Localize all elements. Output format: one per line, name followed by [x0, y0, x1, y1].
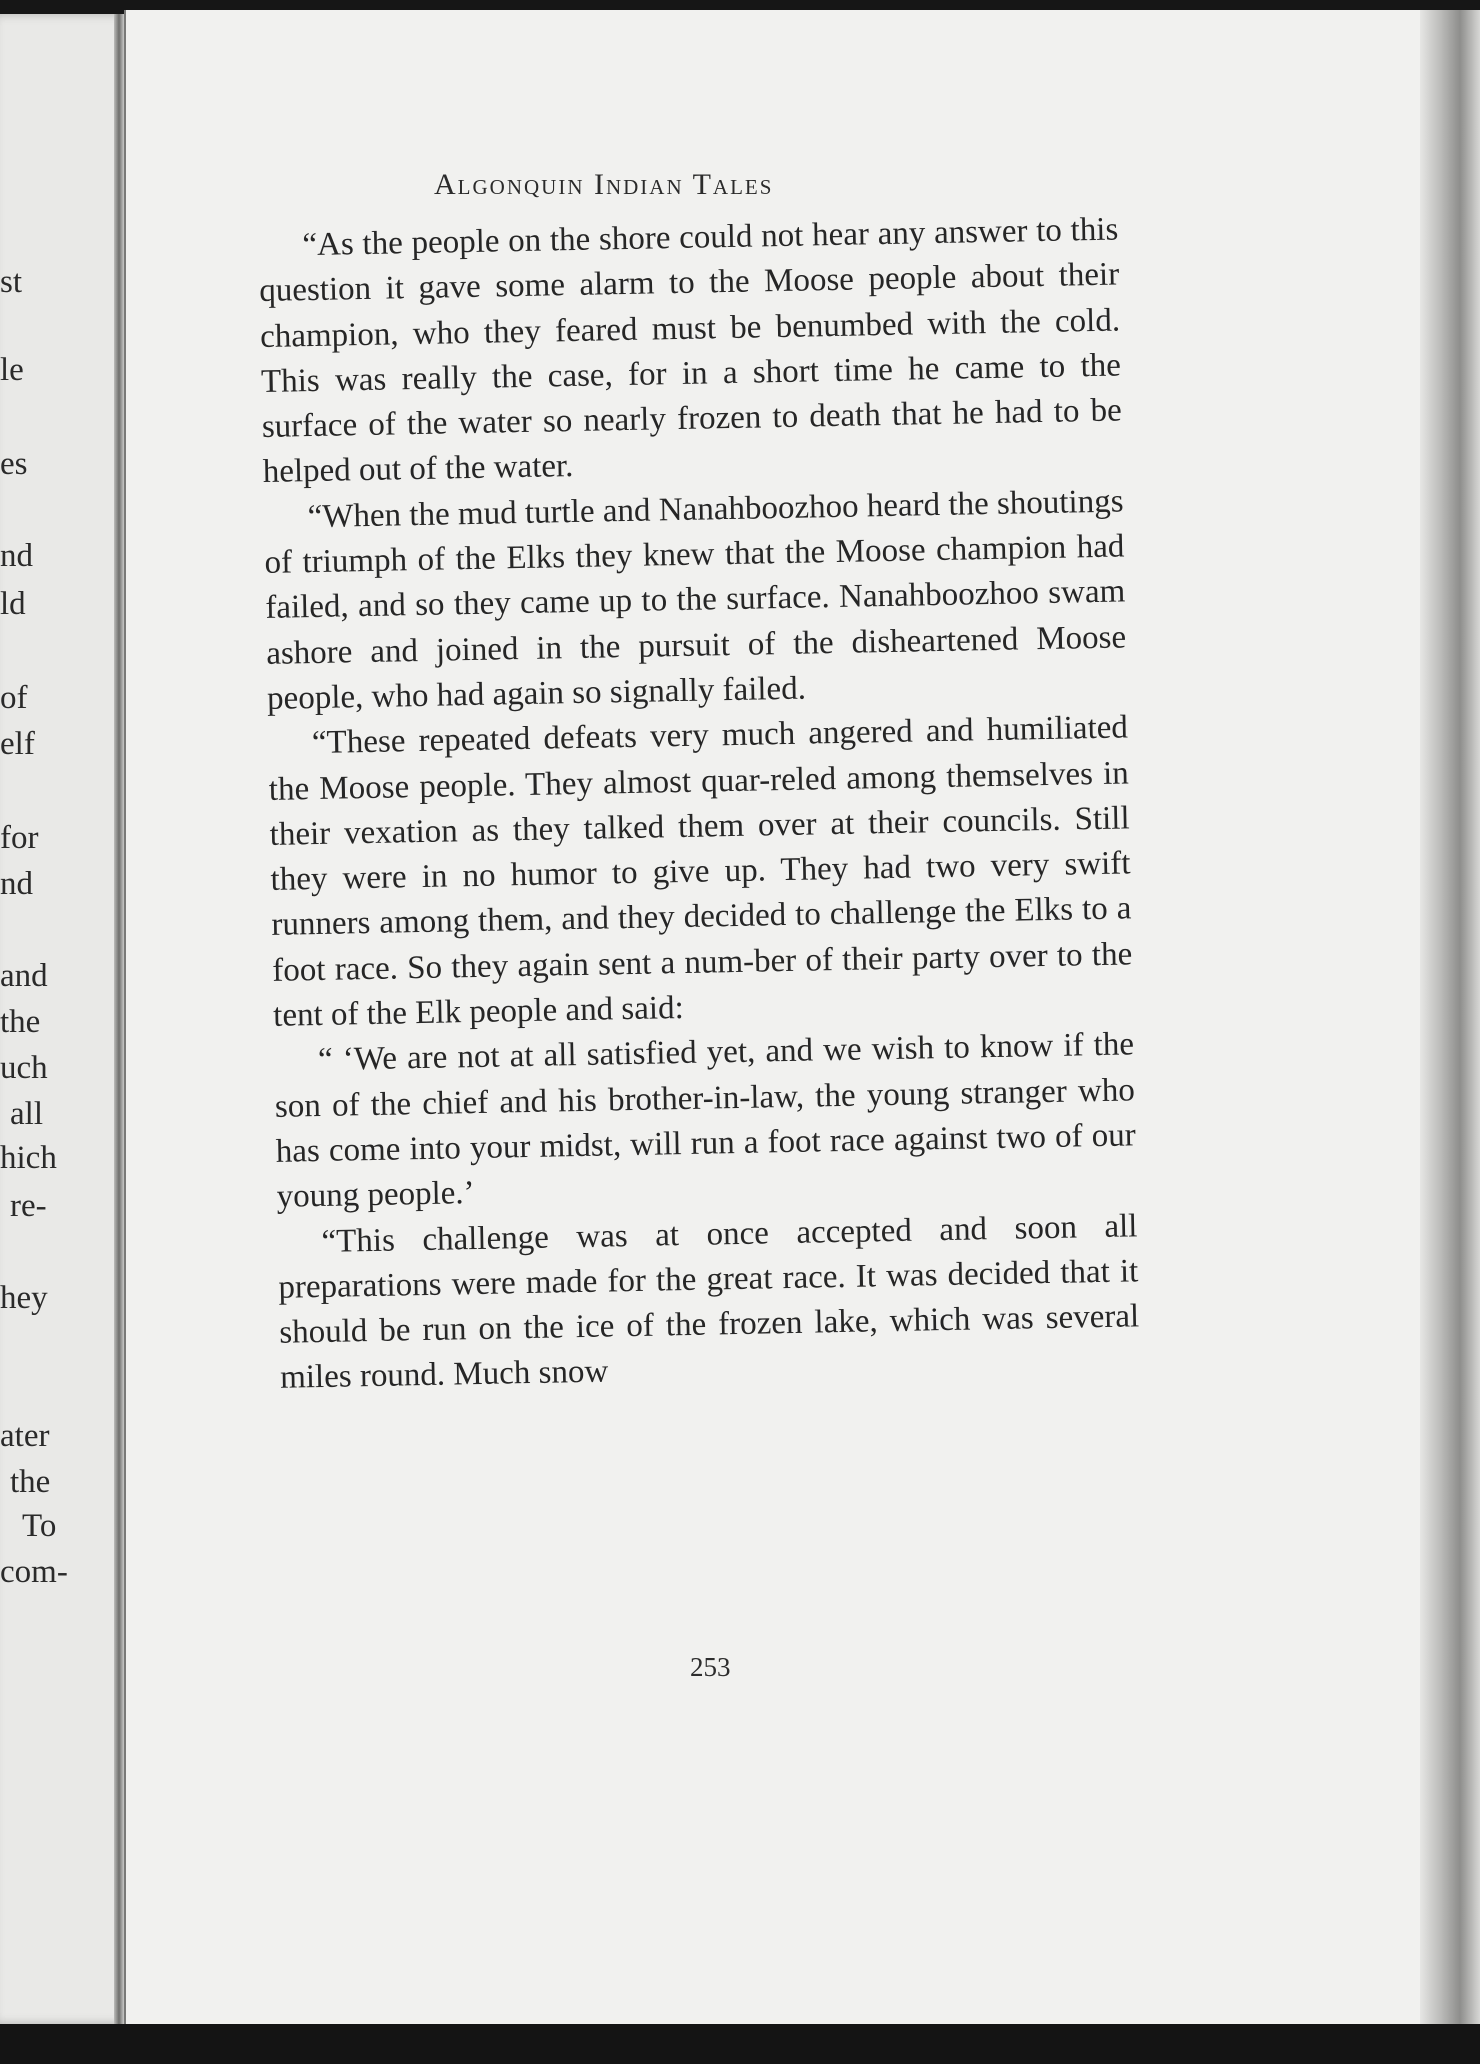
- left-page-word: all: [10, 1096, 43, 1132]
- scan-bottom-border: [0, 2024, 1480, 2064]
- left-page-word: To: [22, 1508, 57, 1544]
- left-page-word: com-: [0, 1554, 68, 1590]
- left-page-word: st: [0, 264, 23, 300]
- left-page-word: the: [0, 1004, 41, 1040]
- left-page-word: and: [0, 958, 48, 994]
- left-page-word: ater: [0, 1418, 50, 1454]
- paragraph: “As the people on the shore could not hear any answer to this question it gave some alarm to the Moose people about their champion, who they feared must be benumbed with the cold. This was really the case, for in a short time he came to the surface of the water so nearly frozen to death that he had to be helped out of the water.: [258, 211, 1123, 491]
- paragraph: “This challenge was at once accepted and soon all preparations were made for the great race. It was decided that it should be run on the ice of the frozen lake, which was several miles round. Much snow: [278, 1207, 1140, 1397]
- left-page-word: for: [0, 820, 39, 856]
- left-page-word: hey: [0, 1280, 48, 1316]
- left-page-word: nd: [0, 866, 33, 902]
- left-page-word: ld: [0, 586, 26, 622]
- left-page-word: the: [10, 1464, 51, 1500]
- left-page-word: es: [0, 446, 28, 482]
- book-gutter: [114, 14, 124, 2024]
- left-page-word: uch: [0, 1050, 48, 1086]
- paragraph: “When the mud turtle and Nanahboozhoo heard the shoutings of triumph of the Elks they knew that the Moose champion had failed, and so they came up to the surface. Nanahboozhoo swam ashore and joined in the pursuit of the disheartened Moose people, who had again so signally failed.: [264, 483, 1127, 717]
- left-page-word: nd: [0, 538, 33, 574]
- paragraph: “These repeated defeats very much angered and humiliated the Moose people. They almost quar-reled among themselves in their vexation as they talked them over at their councils. Still they were in no humor to give up. They had two very swift runners among them, and they decided to challenge the Elks to a foot race. So they again sent a num-ber of their party over to the tent of the Elk people and said:: [268, 709, 1133, 1034]
- body-text: [258, 207, 1140, 1401]
- running-head: Algonquin Indian Tales: [434, 168, 774, 201]
- page-number: 253: [690, 1652, 731, 1682]
- left-page-word: of: [0, 680, 28, 716]
- left-page-word: hich: [0, 1140, 57, 1176]
- paragraph: “ ‘We are not at all satisfied yet, and we wish to know if the son of the chief and his brother-in-law, the young stranger who has come into your midst, will run a foot race against two of our young people.’: [274, 1026, 1137, 1216]
- left-page-word: elf: [0, 726, 35, 762]
- left-page-word: le: [0, 352, 24, 388]
- left-page-word: re-: [10, 1188, 47, 1224]
- page-edge-shadow: [1420, 10, 1480, 2030]
